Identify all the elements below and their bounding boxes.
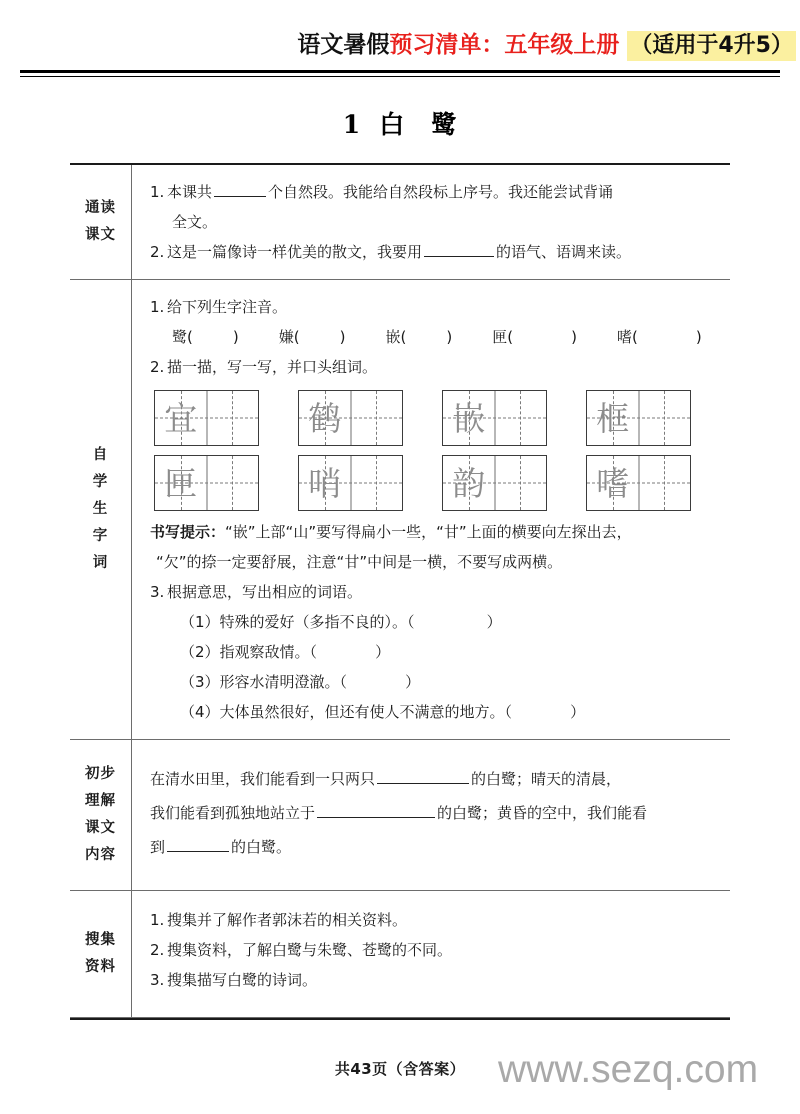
- character-practice-box[interactable]: [298, 455, 403, 511]
- paragraph-text: 我们能看到孤独地站立于: [150, 804, 316, 822]
- definition-text: 形容水清明澄澈。（: [219, 673, 348, 691]
- row-label-tongdu-kewen: [70, 165, 132, 279]
- lesson-number: 1: [342, 110, 362, 139]
- item-number: 2.: [150, 358, 165, 376]
- row-label-line: 词: [92, 555, 109, 571]
- practice-character: 嗜: [596, 463, 630, 503]
- table-bottom-rule: [70, 1018, 730, 1020]
- list-item: [150, 935, 724, 965]
- row-label-line: 字: [92, 528, 109, 544]
- row-body-tongdu-kewen: [132, 165, 730, 279]
- row-label-souji-ziliao: [70, 891, 132, 1017]
- page-header: [0, 0, 800, 84]
- practice-character: 韵: [452, 463, 486, 503]
- paragraph-text: 的白鹭；晴天的清晨，: [471, 770, 622, 788]
- definition-item: [150, 697, 724, 727]
- item-text-after: 个自然段。我能给自然段标上序号。我还能尝试背诵: [268, 183, 614, 201]
- list-item: [150, 352, 724, 382]
- row-label-zixue-shengzici: [70, 280, 132, 739]
- lesson-title-char-2: 鹭: [431, 110, 458, 139]
- character-practice-box[interactable]: [586, 455, 691, 511]
- item-number: 1.: [150, 911, 165, 929]
- header-title-black: 语文暑假: [297, 32, 390, 58]
- character-practice-grid-row-1: [150, 390, 724, 446]
- character-practice-box[interactable]: [442, 455, 547, 511]
- row-label-line: 初步: [85, 766, 116, 782]
- list-item: [150, 237, 724, 267]
- list-item: [150, 905, 724, 935]
- paragraph-text: 到: [150, 838, 166, 856]
- practice-character: 框: [596, 398, 630, 438]
- practice-character: 鹤: [308, 398, 342, 438]
- paragraph-text: 的白鹭。: [231, 838, 292, 856]
- fill-blank[interactable]: [214, 179, 266, 197]
- practice-character: 宜: [164, 398, 198, 438]
- definition-text: 大体虽然很好，但还有使人不满意的地方。（: [219, 703, 513, 721]
- character-practice-grid-row-2: [150, 455, 724, 511]
- writing-hint-text: “嵌”上部“山”要写得扁小一些，“甘”上面的横要向左探出去，: [225, 523, 632, 541]
- row-label-line: 课文: [85, 820, 116, 836]
- character-practice-box[interactable]: [442, 390, 547, 446]
- row-label-line: 通读: [85, 200, 116, 216]
- comprehension-paragraph-line-3: [150, 838, 291, 856]
- item-text: 搜集并了解作者郭沫若的相关资料。: [167, 911, 408, 929]
- header-rule-thick: [20, 70, 780, 73]
- definition-label: （3）: [180, 673, 220, 691]
- character-practice-box[interactable]: [154, 455, 259, 511]
- list-item: [150, 965, 724, 995]
- fill-blank[interactable]: [377, 766, 469, 784]
- definition-label: （2）: [180, 643, 220, 661]
- worksheet-table: [70, 163, 730, 1020]
- header-title-red: 预习清单：五年级上册: [389, 32, 620, 58]
- writing-hint-line-1: [150, 517, 724, 547]
- row-label-chubu-lijie: [70, 740, 132, 890]
- paragraph-text: 的白鹭；黄昏的空中，我们能看: [437, 804, 648, 822]
- list-item: [150, 292, 724, 322]
- row-body-souji-ziliao: [132, 891, 730, 1017]
- header-title: [0, 30, 800, 61]
- character-practice-box[interactable]: [586, 390, 691, 446]
- comprehension-paragraph-line-2: [150, 804, 647, 822]
- item-number: 3.: [150, 971, 165, 989]
- definition-label: （4）: [180, 703, 220, 721]
- definition-item: [150, 607, 724, 637]
- table-row: [70, 280, 730, 740]
- row-label-line: 课文: [85, 227, 116, 243]
- watermark: www.sezq.com: [498, 1048, 759, 1091]
- table-row: [70, 891, 730, 1018]
- item-text: 搜集描写白鹭的诗词。: [167, 971, 318, 989]
- character-practice-box[interactable]: [154, 390, 259, 446]
- list-item-continuation: 全文。: [172, 213, 218, 231]
- definition-close: ）: [375, 643, 391, 661]
- item-number: 2.: [150, 941, 165, 959]
- writing-hint-line-2: “欠”的捺一定要舒展，注意“甘”中间是一横，不要写成两横。: [156, 553, 563, 571]
- row-label-line: 自: [92, 447, 109, 463]
- row-label-line: 资料: [85, 959, 116, 975]
- pinyin-char: 嗜: [616, 328, 632, 346]
- pinyin-exercise-row: 鹭( ) 嫌( ) 嵌( ) 匣( ) 嗜( ): [172, 328, 702, 346]
- item-text: 根据意思，写出相应的词语。: [167, 583, 363, 601]
- fill-blank[interactable]: [167, 834, 229, 852]
- list-item: [150, 577, 724, 607]
- row-body-chubu-lijie: [132, 740, 730, 890]
- item-number: 1.: [150, 298, 165, 316]
- item-number: 2.: [150, 243, 165, 261]
- row-label-line: 学: [92, 474, 109, 490]
- definition-item: [150, 667, 724, 697]
- table-row: [70, 740, 730, 891]
- definition-text: 指观察敌情。（: [219, 643, 318, 661]
- item-text: 给下列生字注音。: [167, 298, 288, 316]
- row-label-line: 内容: [85, 847, 116, 863]
- item-text: 描一描，写一写，并口头组词。: [167, 358, 378, 376]
- item-number: 1.: [150, 183, 165, 201]
- definition-close: ）: [570, 703, 586, 721]
- fill-blank[interactable]: [317, 800, 435, 818]
- definition-text: 特殊的爱好（多指不良的）。（: [219, 613, 415, 631]
- row-label-line: 搜集: [85, 932, 116, 948]
- definition-close: ）: [486, 613, 502, 631]
- practice-character: 哨: [308, 463, 342, 503]
- header-title-highlight: （适用于4升5）: [627, 31, 796, 61]
- fill-blank[interactable]: [424, 239, 494, 257]
- writing-hint-label: 书写提示：: [150, 523, 226, 541]
- item-text: 搜集资料，了解白鹭与朱鹭、苍鹭的不同。: [167, 941, 453, 959]
- row-body-zixue-shengzici: [132, 280, 730, 739]
- list-item: [150, 177, 724, 207]
- header-rule-thin: [20, 76, 780, 77]
- comprehension-paragraph-line-1: [150, 770, 621, 788]
- definition-item: [150, 637, 724, 667]
- pinyin-char: 匣: [492, 328, 508, 346]
- row-label-line: 生: [92, 501, 109, 517]
- row-label-line: 理解: [85, 793, 116, 809]
- practice-character: 匣: [164, 463, 198, 503]
- pinyin-char: 嵌: [385, 328, 401, 346]
- table-row: [70, 165, 730, 280]
- lesson-title-char-1: 白: [379, 110, 406, 139]
- item-text-before: 本课共: [167, 183, 213, 201]
- item-text-after: 的语气、语调来读。: [496, 243, 632, 261]
- definition-close: ）: [405, 673, 421, 691]
- paragraph-text: 在清水田里，我们能看到一只两只: [150, 770, 376, 788]
- pinyin-char: 鹭: [172, 328, 188, 346]
- lesson-title: [0, 108, 800, 142]
- item-text-before: 这是一篇像诗一样优美的散文，我要用: [167, 243, 423, 261]
- practice-character: 嵌: [452, 398, 486, 438]
- definition-label: （1）: [180, 613, 220, 631]
- pinyin-char: 嫌: [278, 328, 294, 346]
- character-practice-box[interactable]: [298, 390, 403, 446]
- item-number: 3.: [150, 583, 165, 601]
- footer-page-note: 共43页（含答案）: [334, 1060, 466, 1078]
